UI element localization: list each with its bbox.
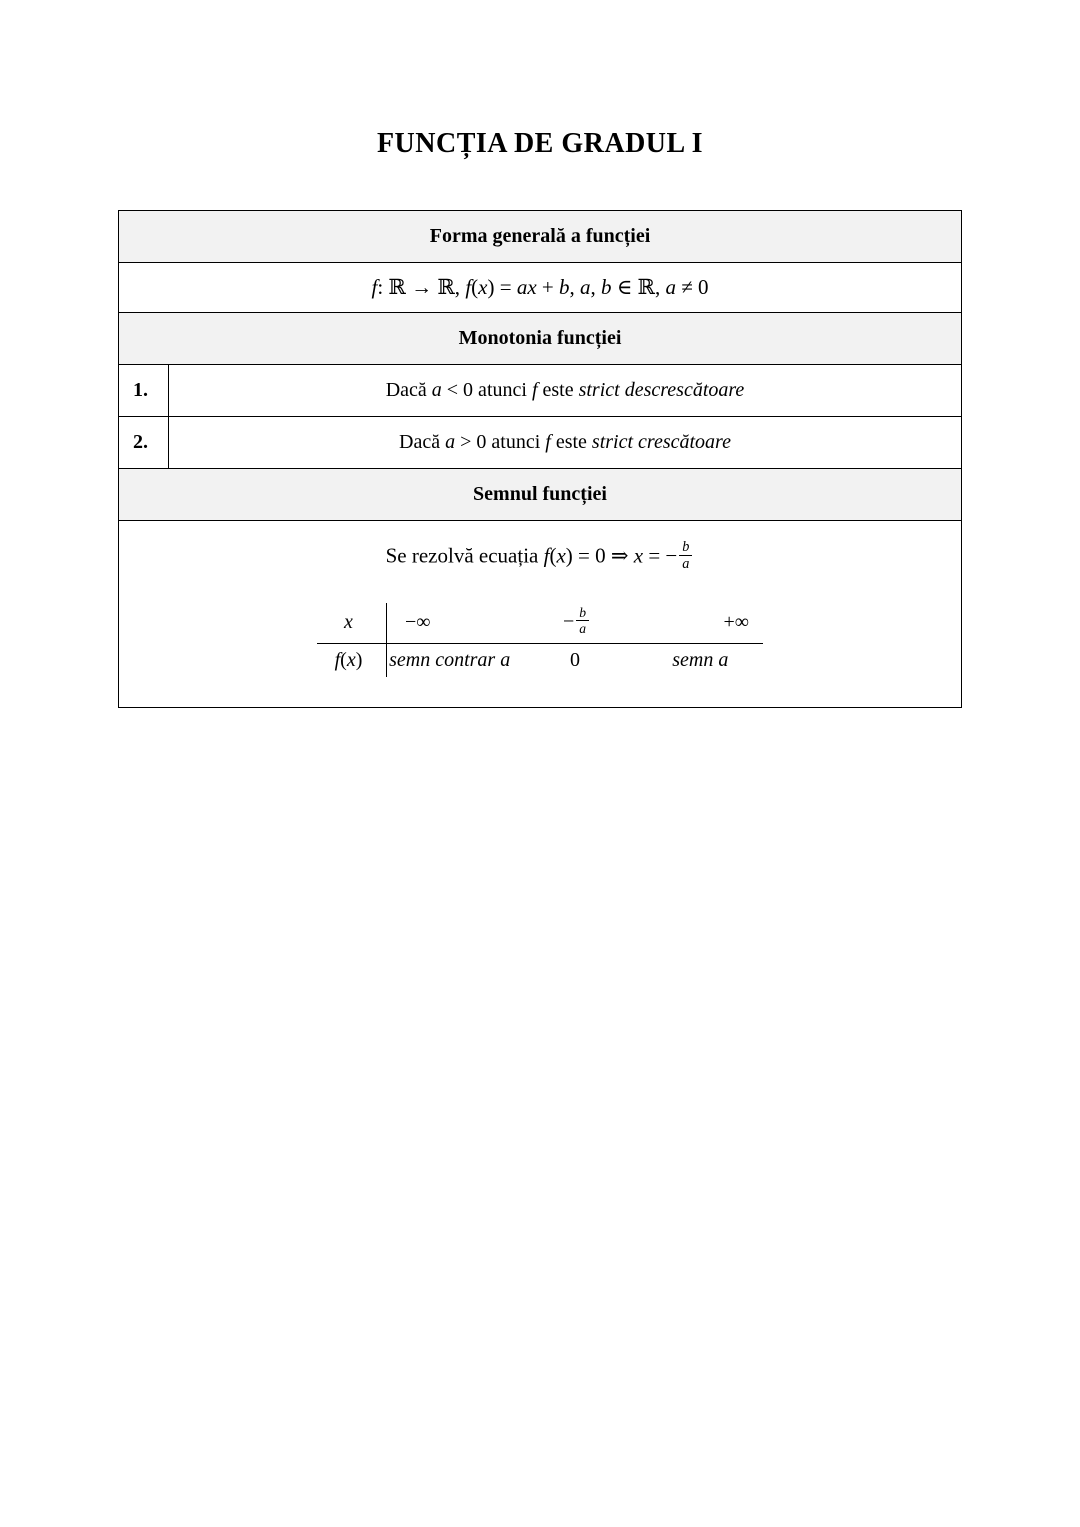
page-title: FUNCȚIA DE GRADUL I	[376, 128, 704, 159]
section-header-monotonia-text: Monotonia funcției	[458, 327, 622, 349]
general-formula-row	[119, 262, 961, 312]
general-formula: f: ℝ → ℝ, f(x) = ax + b, a, b ∈ ℝ, a ≠ 0	[371, 275, 709, 299]
sign-table-fn-label: f ( x )	[317, 644, 387, 677]
sign-at-root: 0	[569, 649, 580, 672]
sign-table-var-cells	[387, 603, 763, 643]
sign-table	[317, 603, 763, 677]
sign-right-of-root: semn a	[672, 649, 729, 672]
row-number: 1.	[119, 365, 169, 416]
monotonia-statement-2: Dacă a > 0 atunci f este strict crescătoare	[399, 431, 731, 453]
section-header-general-form	[119, 211, 961, 262]
solve-equation-line: Se rezolvă ecuația f(x) = 0 ⇒ x = − $\frac{b}{a}$	[119, 541, 961, 575]
monotonia-statement-1: Dacă a < 0 atunci f este strict descrescătoare	[385, 379, 745, 401]
section-header-general-form-text: Forma generală a funcției	[429, 225, 651, 247]
section-header-sign-text: Semnul funcției	[473, 483, 607, 505]
sign-left-of-root: semn contrar a	[389, 649, 511, 672]
sign-table-minus-infinity: −∞	[405, 611, 431, 634]
section-header-monotonia	[119, 312, 961, 364]
monotonia-row-1	[119, 364, 961, 416]
sign-section-row	[119, 520, 961, 707]
sign-table-plus-infinity: +∞	[723, 611, 750, 634]
sign-table-fn-cells	[387, 645, 763, 676]
sign-table-var-label: x	[317, 603, 387, 643]
sign-table-function-row	[317, 644, 763, 677]
reference-table	[118, 210, 962, 708]
sign-table-root-value: − $\frac{b}{a}$	[520, 603, 635, 643]
section-header-sign	[119, 468, 961, 520]
row-number: 2.	[119, 417, 169, 468]
fraction: $\frac{b}{a}$	[679, 539, 692, 573]
fraction: $\frac{b}{a}$	[576, 605, 589, 637]
sign-table-variable-row	[317, 603, 763, 644]
monotonia-row-2	[119, 416, 961, 468]
